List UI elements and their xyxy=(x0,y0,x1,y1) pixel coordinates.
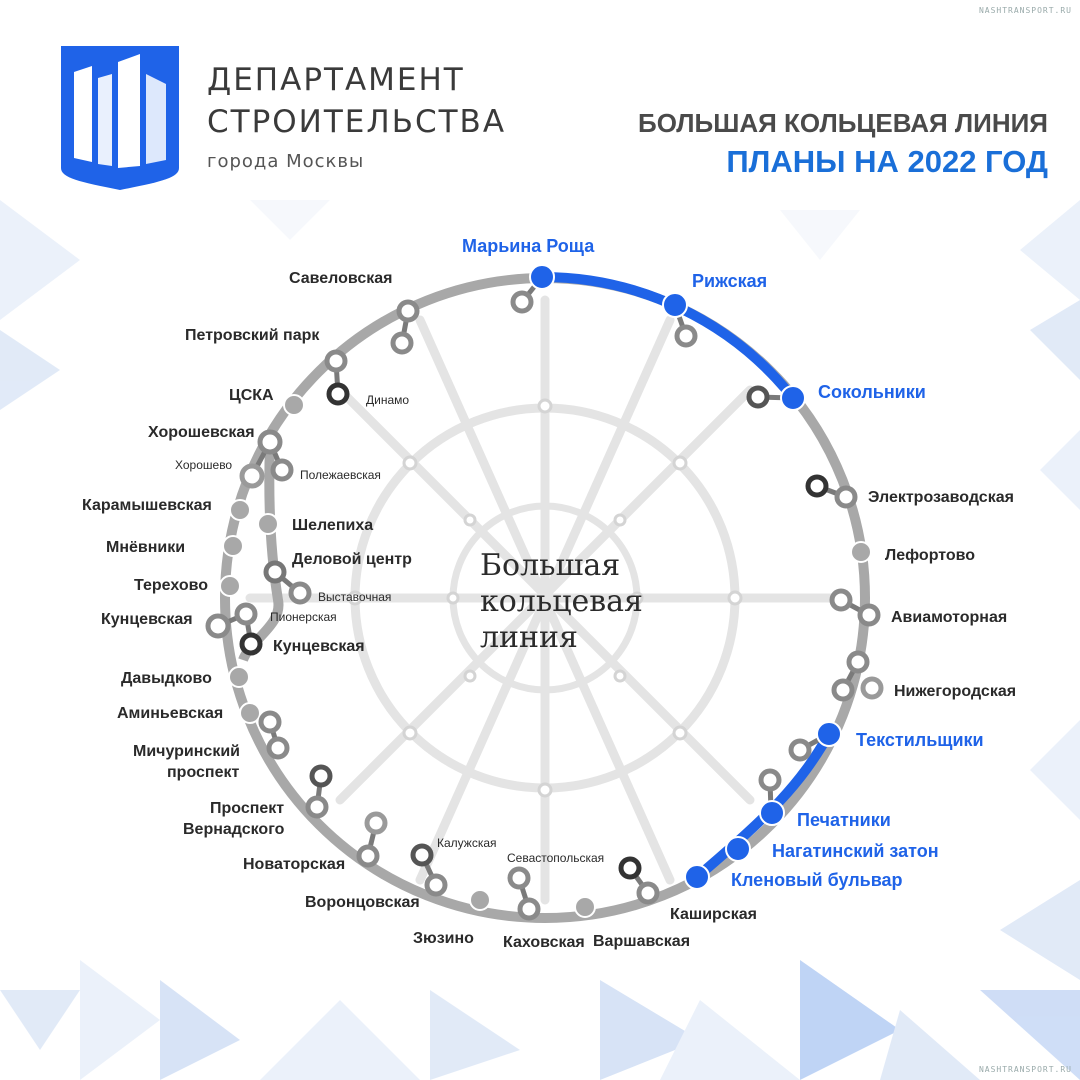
station-label-vernadskogo-1: Проспект xyxy=(210,800,285,817)
station-label-cska: ЦСКА xyxy=(229,387,274,404)
station-label-tekstilshchiki: Текстильщики xyxy=(856,730,984,750)
station-label-varshavskaya: Варшавская xyxy=(593,933,691,950)
station-label-elektrozavodskaya: Электрозаводская xyxy=(868,489,1014,506)
center-title-line1: Большая xyxy=(480,548,621,583)
station-label-delovoy-tsentr: Деловой центр xyxy=(292,551,412,568)
station-label-terekhovo: Терехово xyxy=(134,577,209,594)
station-label-michurinsky-2: проспект xyxy=(167,764,240,781)
station-label-kuntsevskaya-east: Кунцевская xyxy=(273,638,365,655)
station-label-maryina-roshcha: Марьина Роща xyxy=(462,236,595,256)
station-label-khoroshevskaya: Хорошевская xyxy=(148,424,255,441)
station-label-vernadskogo-2: Вернадского xyxy=(183,821,285,838)
department-city: города Москвы xyxy=(207,151,365,172)
station-label-davydkovo: Давыдково xyxy=(121,670,212,687)
center-title xyxy=(480,548,643,656)
department-logo xyxy=(61,46,179,190)
station-label-kashirskaya: Каширская xyxy=(670,906,757,923)
department-name-line1: ДЕПАРТАМЕНТ xyxy=(207,62,465,98)
station-label-dinamo: Динамо xyxy=(366,393,410,407)
station-label-khoroshevo: Хорошево xyxy=(175,458,233,472)
station-label-petrovsky-park: Петровский парк xyxy=(185,327,320,344)
station-label-polezhaevskaya: Полежаевская xyxy=(300,468,381,482)
station-label-kuntsevskaya-west: Кунцевская xyxy=(101,611,193,628)
station-label-sokolniki: Сокольники xyxy=(818,382,926,402)
station-label-mnevniki: Мнёвники xyxy=(106,539,186,556)
station-label-sevastopolskaya: Севастопольская xyxy=(507,851,605,865)
station-label-nizhegorodskaya: Нижегородская xyxy=(894,683,1017,700)
station-label-shelepikha: Шелепиха xyxy=(292,517,374,534)
station-label-pionerskaya: Пионерская xyxy=(270,610,337,624)
watermark-bottom: NASHTRANSPORT.RU xyxy=(978,1065,1072,1074)
center-title-line3: линия xyxy=(480,620,578,655)
station-label-karamyshevskaya: Карамышевская xyxy=(82,497,212,514)
station-label-vystavochnaya: Выставочная xyxy=(318,590,392,604)
station-label-zyuzino: Зюзино xyxy=(413,930,474,947)
watermark-top: NASHTRANSPORT.RU xyxy=(978,6,1072,15)
center-title-line2: кольцевая xyxy=(480,584,643,619)
station-label-aviamotornaya: Авиамоторная xyxy=(891,609,1008,626)
station-label-kaluzhskaya: Калужская xyxy=(437,836,497,850)
station-label-kakhovskaya: Каховская xyxy=(503,934,585,951)
department-name-line2: СТРОИТЕЛЬСТВА xyxy=(207,104,507,140)
station-label-savelovskaya: Савеловская xyxy=(289,270,393,287)
station-label-rizhskaya: Рижская xyxy=(692,271,768,291)
station-label-lefortovo: Лефортово xyxy=(885,547,976,564)
station-label-klenovy-bulvar: Кленовый бульвар xyxy=(731,870,903,890)
map-title: БОЛЬШАЯ КОЛЬЦЕВАЯ ЛИНИЯ xyxy=(638,108,1048,138)
station-label-vorontsovskaya: Воронцовская xyxy=(305,894,420,911)
station-label-pechatniki: Печатники xyxy=(797,810,891,830)
station-label-aminyevskaya: Аминьевская xyxy=(117,705,224,722)
station-label-novatorskaya: Новаторская xyxy=(243,856,346,873)
station-label-michurinsky-1: Мичуринский xyxy=(133,743,240,760)
map-subtitle: ПЛАНЫ НА 2022 ГОД xyxy=(726,144,1048,179)
station-label-nagatinsky-zaton: Нагатинский затон xyxy=(772,841,939,861)
